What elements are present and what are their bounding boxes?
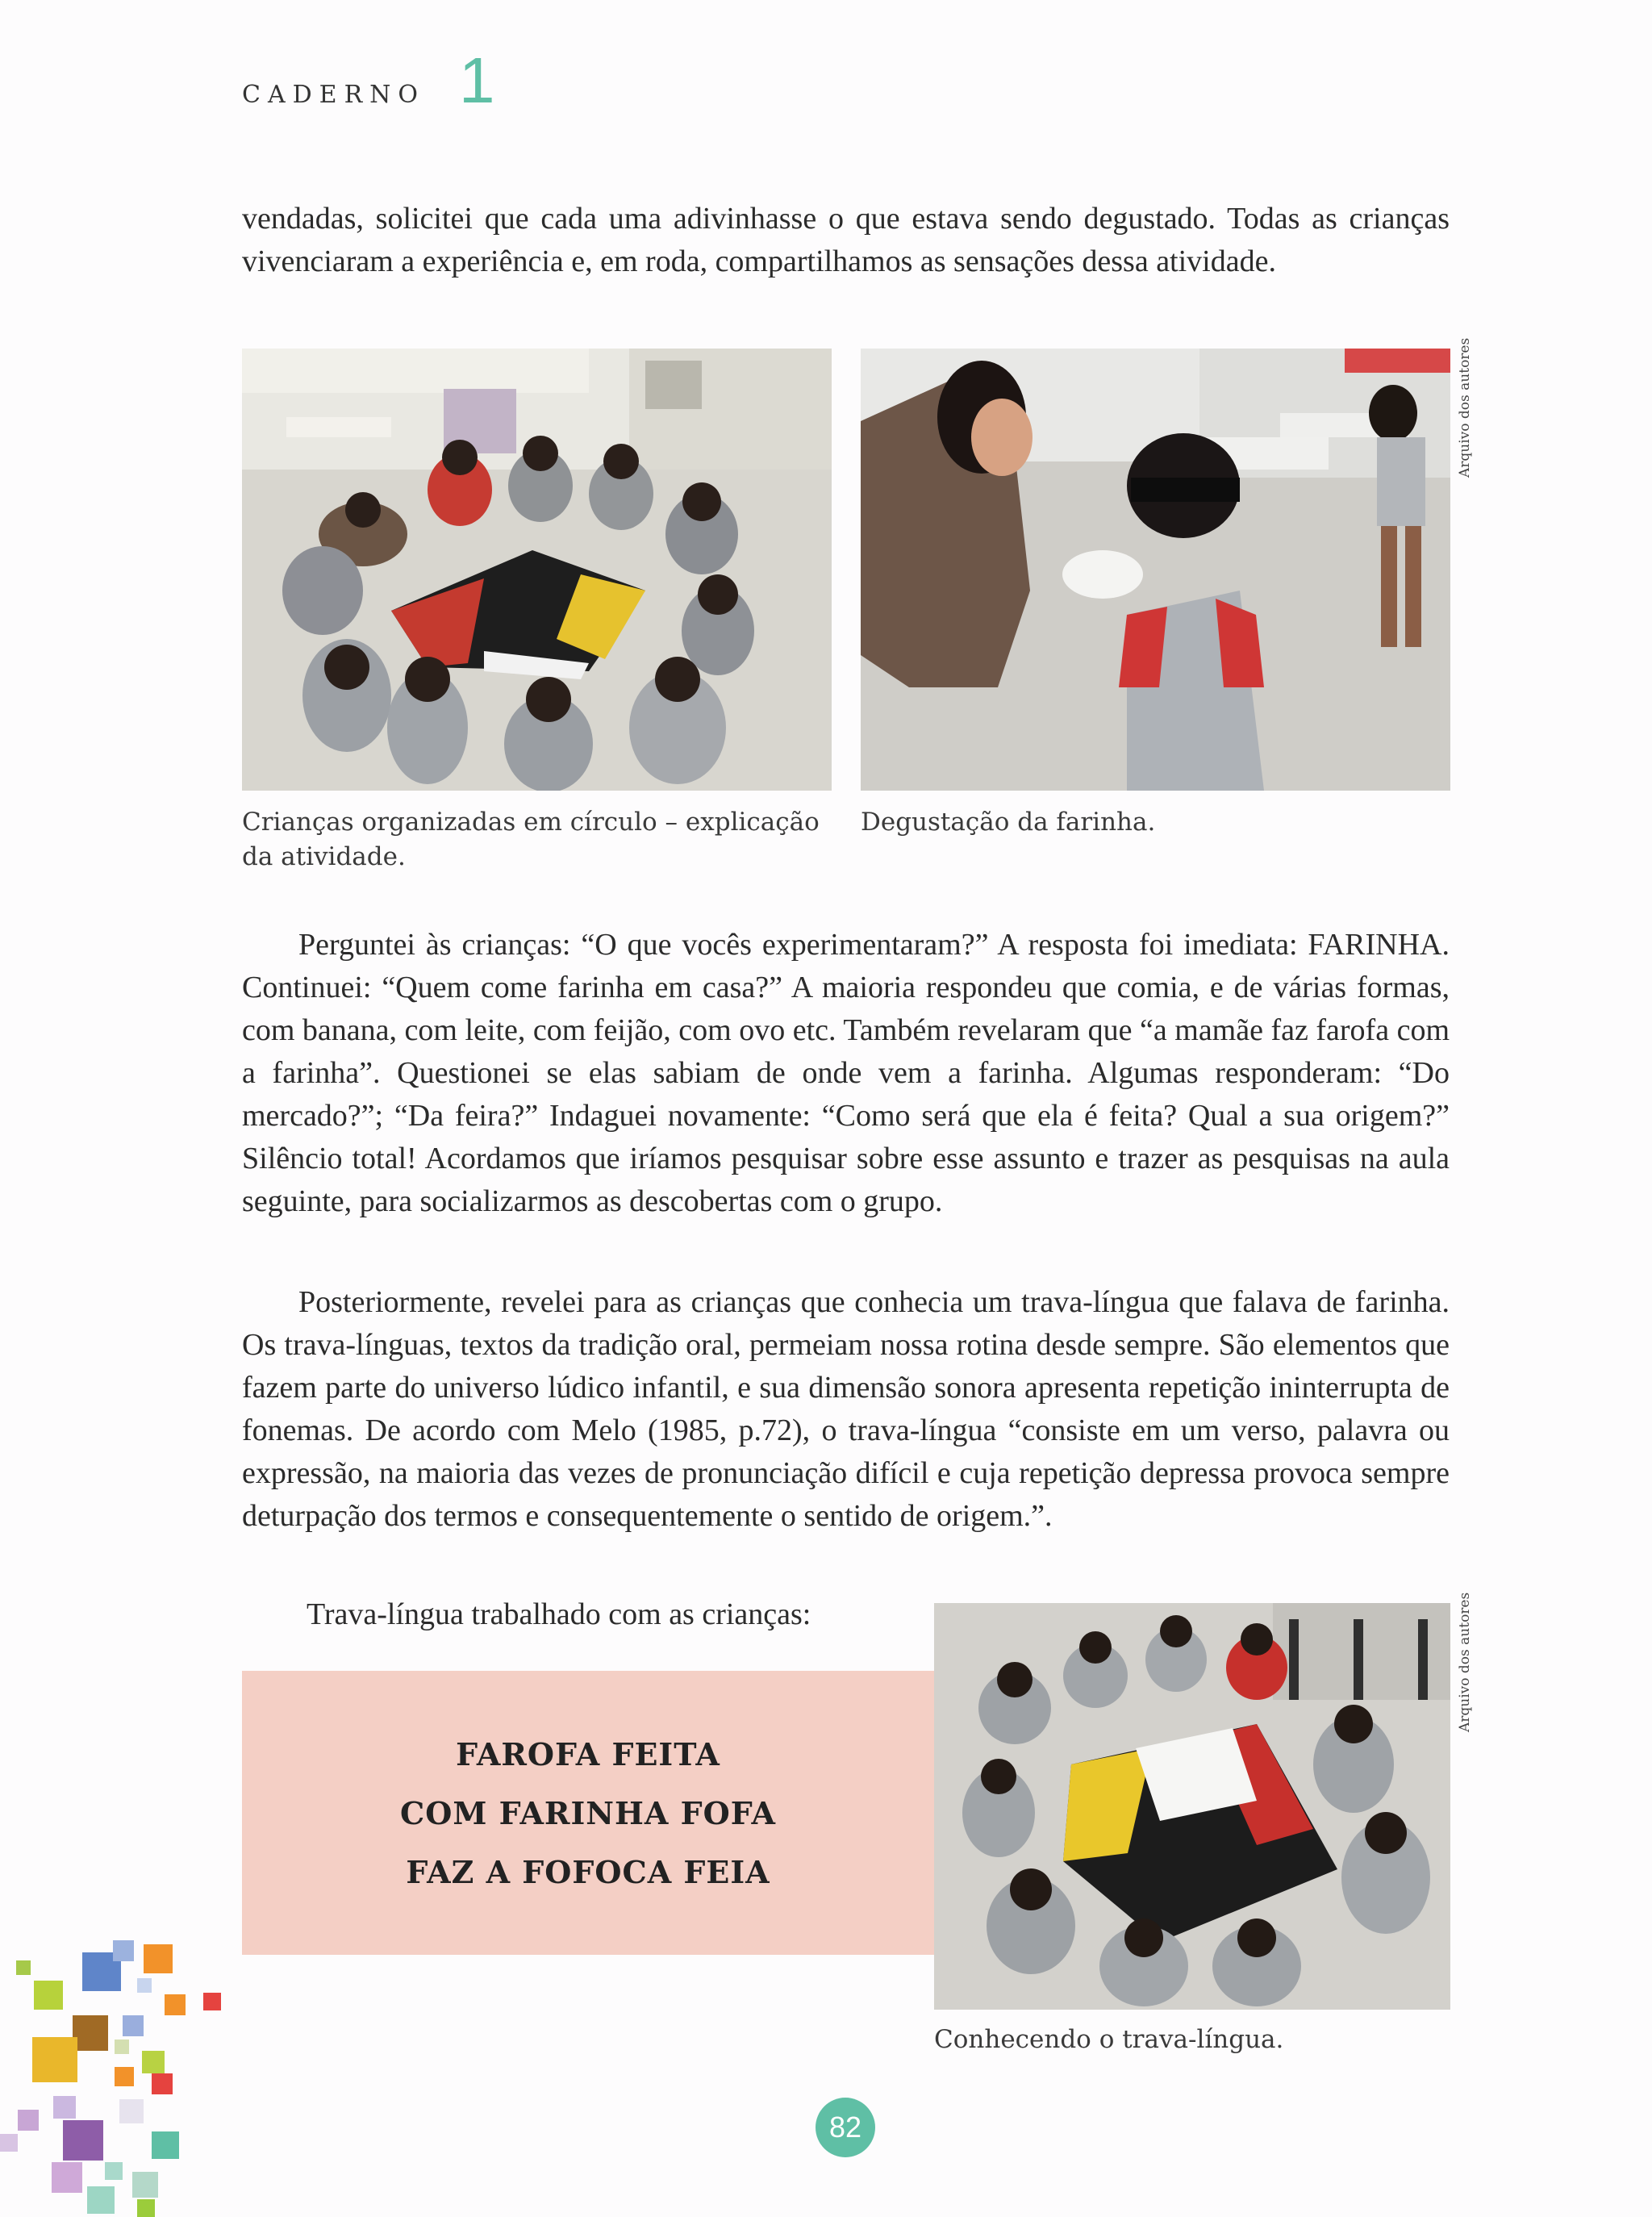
photo-learning-twister [934, 1603, 1450, 2010]
tongue-twister-line-3: FAZ A FOFOCA FEIA [406, 1853, 770, 1890]
tongue-twister-line-1: FAROFA FEITA [456, 1735, 720, 1772]
caption-children-circle: Crianças organizadas em círculo – explicação da atividade. [242, 808, 820, 871]
photo-children-circle [242, 349, 832, 791]
photo-credit-bottom: Arquivo dos autores [1457, 1592, 1473, 1732]
tongue-twister-paragraph: Posteriormente, revelei para as crianças que conhecia um trava-língua que falava de farinha. Os trava-línguas, textos da tradição oral, permeiam nossa rotina desde sempre. São elementos que fazem parte do universo lúdico infantil, e sua dimensão sonora apresenta repetição ininterrupta de fonemas. De acordo com Melo (1985, p.72), o trava-língua “consiste em um verso, palavra ou expressão, na maioria das vezes de pronunciação difícil e cuja repetição depressa provoca sempre deturpação dos termos e consequentemente o sentido de origem.”. [242, 1285, 1450, 1533]
photo-credit-top: Arquivo dos autores [1457, 337, 1473, 478]
tongue-twister-box [242, 1671, 934, 1955]
photo-tasting [861, 349, 1450, 791]
questions-paragraph: Perguntei às crianças: “O que vocês experimentaram?” A resposta foi imediata: FARINHA. Continuei: “Quem come farinha em casa?” A maioria respondeu que comia, e de várias formas, com banana, com leite, com feijão, com ovo etc. Também revelaram que “a mamãe faz farofa com a farinha”. Questionei se elas sabiam de onde vem a farinha. Algumas responderam: “Do mercado?”; “Da feira?” Indaguei novamente: “Como será que ela é feita? Qual a sua origem?” Silêncio total! Acordamos que iríamos pesquisar sobre esse assunto e trazer as pesquisas na aula seguinte, para socializarmos as descobertas com o grupo. [242, 928, 1450, 1218]
chapter-label: CADERNO [242, 81, 426, 109]
page-number: 82 [816, 2098, 875, 2157]
chapter-header [242, 44, 495, 116]
intro-paragraph: vendadas, solicitei que cada uma adivinhasse o que estava sendo degustado. Todas as crianças vivenciaram a experiência e, em roda, compartilhamos as sensações dessa atividade. [242, 202, 1450, 278]
chapter-number: 1 [459, 44, 495, 116]
tongue-twister-line-2: COM FARINHA FOFA [400, 1794, 776, 1831]
decorative-mosaic [0, 1920, 242, 2216]
caption-learning-twister: Conhecendo o trava-língua. [934, 2025, 1284, 2054]
tongue-twister-intro: Trava-língua trabalhado com as crianças: [307, 1597, 811, 1631]
caption-tasting: Degustação da farinha. [861, 808, 1156, 837]
